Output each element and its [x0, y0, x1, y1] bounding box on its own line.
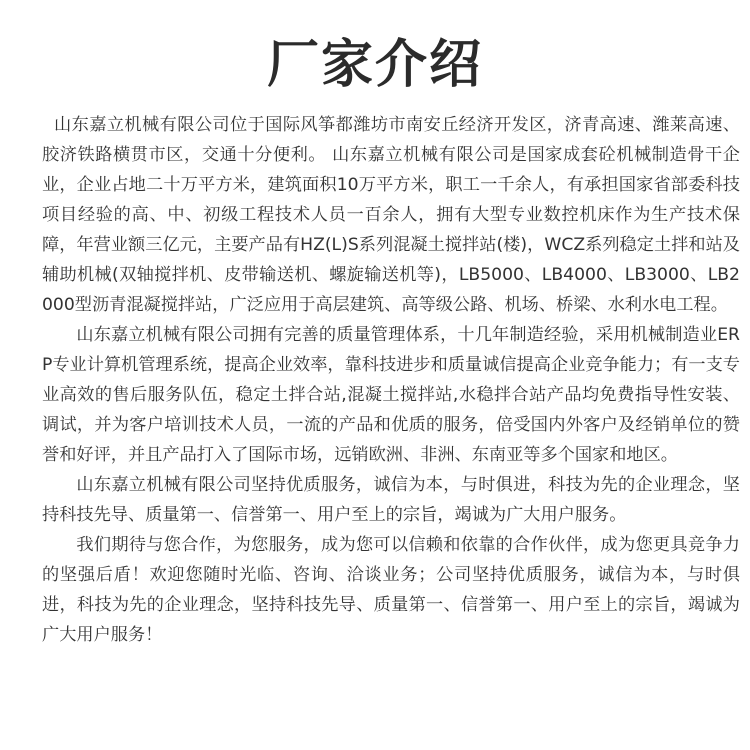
intro-paragraph-2: 山东嘉立机械有限公司拥有完善的质量管理体系，十几年制造经验，采用机械制造业ERP专业计算机管理系统，提高企业效率，靠科技进步和质量诚信提高企业竞争能力；有一支专业高效的售后服务队伍，稳定土拌合站,混凝土搅拌站,水稳拌合站产品均免费指导性安装、调试，并为客户培训技术人员，一流的产品和优质的服务，倍受国内外客户及经销单位的赞誉和好评，并且产品打入了国际市场，远销欧洲、非洲、东南亚等多个国家和地区。 [42, 325, 740, 465]
intro-body [42, 110, 740, 650]
intro-paragraph-1: 山东嘉立机械有限公司位于国际风筝都潍坊市南安丘经济开发区，济青高速、潍莱高速、胶济铁路横贯市区，交通十分便利。 山东嘉立机械有限公司是国家成套砼机械制造骨干企业，企业占地二十万平方米，建筑面积10万平方米，职工一千余人，有承担国家省部委科技项目经验的高、中、初级工程技术人员一百余人，拥有大型专业数控机床作为生产技术保障，年营业额三亿元，主要产品有HZ(L)S系列混凝土搅拌站(楼)，WCZ系列稳定土拌和站及辅助机械(双轴搅拌机、皮带输送机、螺旋输送机等)，LB5000、LB4000、LB3000、LB2000型沥青混凝搅拌站，广泛应用于高层建筑、高等级公路、机场、桥梁、水利水电工程。 [42, 115, 740, 315]
page-title: 厂家介绍 [266, 35, 483, 95]
intro-paragraph-4: 我们期待与您合作，为您服务，成为您可以信赖和依靠的合作伙伴，成为您更具竞争力的坚强后盾！欢迎您随时光临、咨询、洽谈业务；公司坚持优质服务，诚信为本，与时俱进，科技为先的企业理念，坚持科技先导、质量第一、信誉第一、用户至上的宗旨，竭诚为广大用户服务！ [42, 535, 740, 645]
intro-paragraph-3: 山东嘉立机械有限公司坚持优质服务，诚信为本，与时俱进，科技为先的企业理念，坚持科技先导、质量第一、信誉第一、用户至上的宗旨，竭诚为广大用户服务。 [42, 475, 740, 525]
